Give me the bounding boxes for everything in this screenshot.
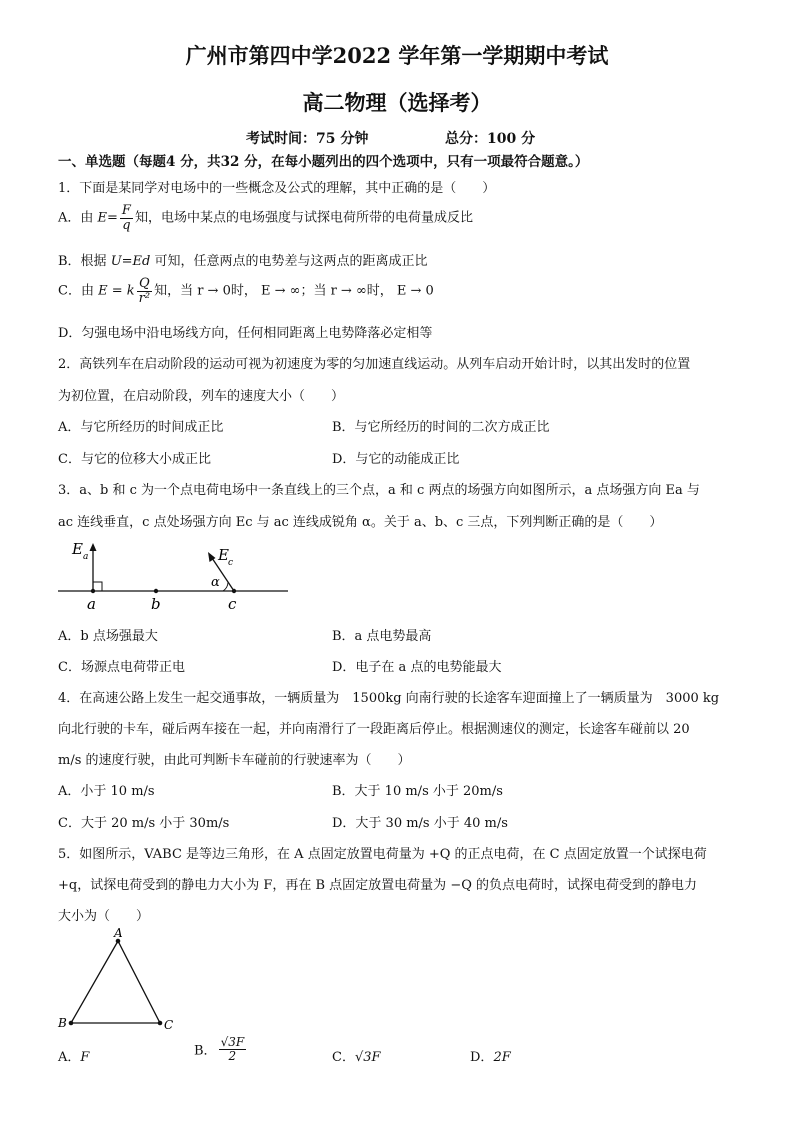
q3-stem-line2: ac 连线垂直，c 点处场强方向 Ec 与 ac 连线成锐角 α。关于 a、b、c 三点，下列判断正确的是（ ）	[58, 515, 663, 530]
q3-option-c: C．场源点电荷带正电	[58, 660, 185, 675]
q2-option-c: C．与它的位移大小成正比	[58, 452, 211, 467]
page-subtitle: 高二物理（选择考）	[302, 90, 492, 115]
label-vertex-a: A	[114, 926, 123, 940]
q1-option-a: A．由 E= $\frac{F}{q}$ 知，电场中某点的电场强度与试探电荷所带的电荷量成反比	[58, 203, 473, 233]
q2-option-a: A．与它所经历的时间成正比	[58, 420, 224, 435]
total-score: 总分：100 分	[445, 131, 536, 147]
q4-stem-line1: 4．在高速公路上发生一起交通事故，一辆质量为 1500kg 向南行驶的长途客车迎面撞上了一辆质量为 3000 kg	[58, 691, 720, 706]
q4-option-a: A．小于 10 m/s	[58, 784, 155, 799]
section-heading: 一、单选题（每题4 分，共32 分，在每小题列出的四个选项中，只有一项最符合题意。）	[58, 154, 589, 170]
vertex-c	[158, 1021, 163, 1026]
q4-stem-line3: m/s 的速度行驶，由此可判断卡车碰前的行驶速率为（ ）	[58, 753, 411, 768]
ea-label: E	[72, 540, 83, 558]
q1-option-d: D．匀强电场中沿电场线方向，任何相同距离上电势降落必定相等	[58, 326, 433, 341]
q5-stem-line3: 大小为（ ）	[58, 909, 150, 924]
point-b	[154, 589, 158, 593]
angle-arc	[223, 582, 228, 591]
ea-subscript: a	[83, 552, 89, 562]
q1-stem: 1．下面是某同学对电场中的一些概念及公式的理解，其中正确的是（ ）	[58, 181, 496, 196]
q1-option-c: C．由 E = k $\frac{Q}{\text{r²}}$ 知，当 r → 0时， E → ∞；当 r → ∞时， E → 0	[58, 276, 434, 306]
q4-option-c: C．大于 20 m/s 小于 30m/s	[58, 816, 230, 831]
exam-time: 考试时间：75 分钟	[246, 131, 369, 147]
q4-stem-line2: 向北行驶的卡车，碰后两车接在一起，并向南滑行了一段距离后停止。根据测速仪的测定，长途客车碰前以 20	[58, 722, 690, 737]
q5-triangle-diagram	[54, 925, 184, 1037]
fraction: $\frac{Q}{\text{r²}}$	[138, 276, 151, 306]
ea-arrowhead	[90, 543, 97, 551]
q5-stem-line2: +q，试探电荷受到的静电力大小为 F，再在 B 点固定放置电荷量为 −Q 的负点电荷时，试探电荷受到的静电力	[58, 878, 698, 893]
q4-option-d: D．大于 30 m/s 小于 40 m/s	[332, 816, 508, 831]
q1-option-b: B．根据 U=Ed 可知，任意两点的电势差与这两点的距离成正比	[58, 254, 428, 269]
q5-option-a: A．F	[58, 1050, 90, 1065]
q3-option-b: B．a 点电势最高	[332, 629, 432, 644]
label-c: c	[228, 595, 237, 613]
vertex-b	[69, 1021, 74, 1026]
triangle-abc	[71, 941, 160, 1023]
q2-option-b: B．与它所经历的时间的二次方成正比	[332, 420, 550, 435]
q5-option-c: C．√3F	[332, 1050, 381, 1065]
label-a: a	[87, 595, 96, 613]
q4-option-b: B．大于 10 m/s 小于 20m/s	[332, 784, 503, 799]
label-b: b	[151, 595, 161, 613]
ec-subscript: c	[228, 558, 234, 568]
point-a	[91, 589, 95, 593]
fraction: $\frac{√3F}{2}$	[220, 1035, 245, 1063]
q2-option-d: D．与它的动能成正比	[332, 452, 460, 467]
q5-stem-line1: 5．如图所示，VABC 是等边三角形，在 A 点固定放置电荷量为 +Q 的正点电荷，在 C 点固定放置一个试探电荷	[58, 847, 707, 862]
label-vertex-c: C	[164, 1018, 174, 1032]
q3-option-d: D．电子在 a 点的电势能最大	[332, 660, 502, 675]
q3-stem-line1: 3．a、b 和 c 为一个点电荷电场中一条直线上的三个点，a 和 c 两点的场强方向如图所示，a 点场强方向 Ea 与	[58, 483, 700, 498]
page-title: 广州市第四中学2022 学年第一学期期中考试	[185, 43, 609, 68]
q3-field-diagram	[56, 535, 296, 617]
label-vertex-b: B	[58, 1016, 67, 1030]
alpha-label: α	[211, 575, 220, 590]
q5-option-b: B． $\frac{√3F}{2}$	[194, 1035, 245, 1063]
point-c	[232, 589, 236, 593]
q2-stem-line1: 2．高铁列车在启动阶段的运动可视为初速度为零的匀加速直线运动。从列车启动开始计时，以其出发时的位置	[58, 357, 691, 372]
q2-stem-line2: 为初位置，在启动阶段，列车的速度大小（ ）	[58, 389, 345, 404]
q5-option-d: D．2F	[470, 1050, 511, 1065]
fraction: $\frac{F}{q}$	[121, 203, 131, 233]
ec-label: E	[218, 546, 229, 564]
q3-option-a: A．b 点场强最大	[58, 629, 158, 644]
